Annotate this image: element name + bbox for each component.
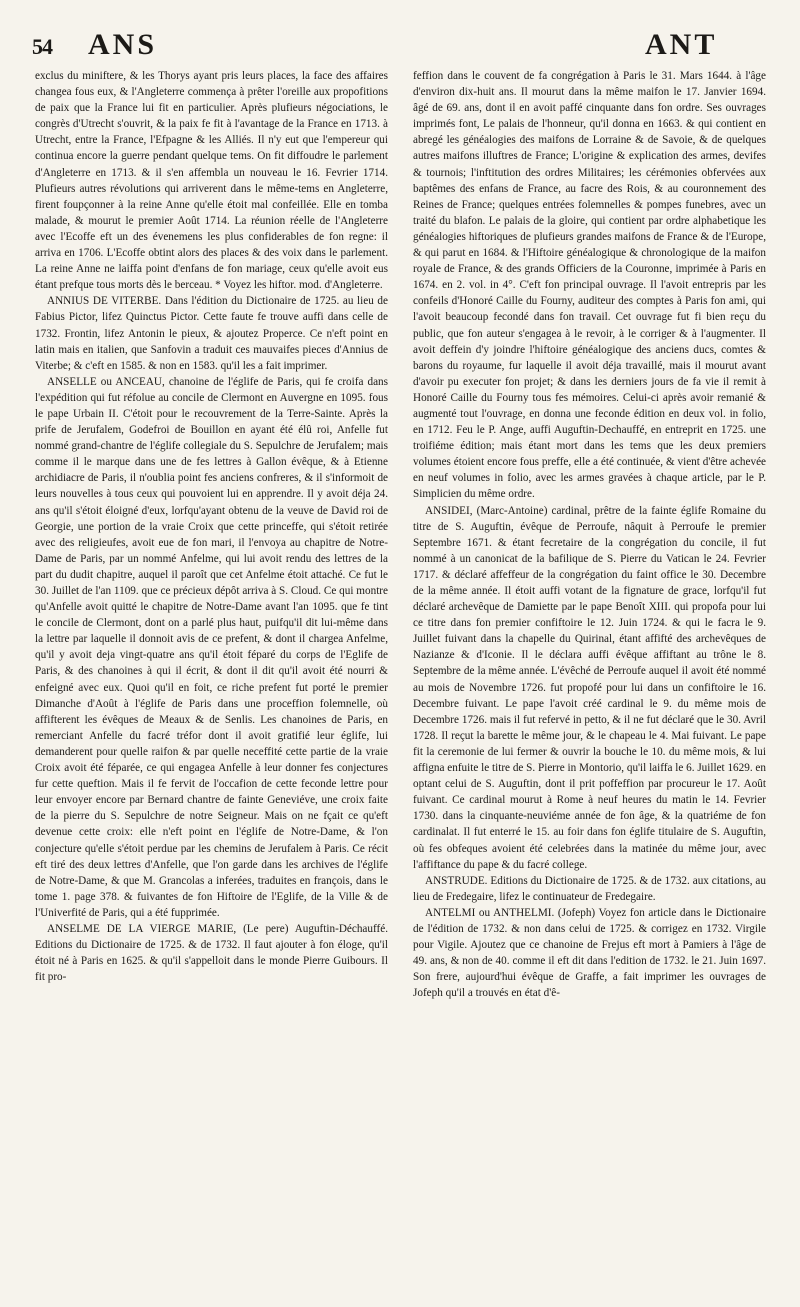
column-gutter bbox=[398, 70, 399, 1290]
entry-annius-de-viterbe: ANNIUS DE VITERBE. Dans l'édition du Dictionaire de 1725. au lieu de Fabius Pictor, lifez Quinctus Pictor. Cette faute fe trouve auffi dans celle de 1732. Frontin, lifez Antonin le pieux, & ajoutez Properce. Ce n'eft point en latin mais en italien, que Sanfovin a traduit ces mauvaifes pieces d'Annius de Viterbe; & c'eft en 1585. & non en 1583. qu'il les a fait imprimer. bbox=[35, 295, 388, 372]
left-column bbox=[35, 68, 388, 985]
entry-anne-continued: exclus du miniftere, & les Thorys ayant pris leurs places, la face des affaires changea fous eux, & l'Angleterre commença à prêter l'oreille aux propofitions de paix que la France lui fit en particulier. Après plufieurs négociations, le congrès d'Utrecht s'ouvrit, & la paix fe fit à l'avantage de la France en 1713. à Utrecht, entre la France, l'Efpagne & les Alliés. Il n'y eut que l'empereur qui continua encore la guerre pendant quelque tems. On fit diffoudre le parlement d'Angleterre en 1713. & il s'en affembla un nouveau le 16. Fevrier 1714. Plufieurs autres révolutions qui arriverent dans le même-tems en Angleterre, firent foupçonner à la reine Anne qu'elle étoit mal confeillée. Elle en tomba malade, & mourut le premier Août 1714. La réunion réelle de l'Angleterre avec l'Ecoffe eft un des évenemens les plus confiderables de fon regne: il arriva en 1706. L'Ecoffe obtint alors des places & des voix dans le parlement. La reine Anne ne laiffa point d'enfans de fon mariage, ceux qu'elle avoit eus étant prefque tous morts dès le berceau. * Voyez les hiftor. mod. d'Angleterre. bbox=[35, 70, 388, 292]
right-column bbox=[413, 68, 766, 1001]
entry-antelmi: ANTELMI ou ANTHELMI. (Jofeph) Voyez fon article dans le Dictionaire de l'édition de 1732. & non dans celui de 1725. & corrigez en 1732. Virgile pour Vigile. Ajoutez que ce chanoine de Frejus eft mort à Pamiers à l'âge de 49. ans, & non de 40. comme il eft dit dans l'edition de 1732. le 21. Juin 1697. Son frere, aujourd'hui évêque de Graffe, a fait imprimer les ouvrages de Jofeph qu'il a trouvés en état d'ê- bbox=[413, 906, 766, 1000]
running-head-left: ANS bbox=[88, 28, 158, 61]
entry-ansidei: ANSIDEI, (Marc-Antoine) cardinal, prêtre de la fainte églife Romaine du titre de S. Auguftin, évêque de Perroufe, nâquit à Perroufe le premier Septembre 1671. & étant fecretaire de la congrégation du concile, il fut nommé à un canonicat de la bafilique de S. Pierre du Vatican le 24. Fevrier 1717. & déclaré affeffeur de la congrégation du faint office le 30. Decembre de la même année. Il étoit auffi votant de la fignature de grace, lorfqu'il fut déclaré archevêque de Damiette par le pape Benoît XIII. qui propofa pour lui ce titre dans fon premier confiftoire le 12. Juin 1724. & qui le facra le 9. Juillet fuivant dans la chapelle du Quirinal, étant affifté des archevêques de Nazianze & d'Iconie. Il le déclara auffi évêque affiftant au trône le 8. Septembre de la même année. L'évêché de Perroufe auquel il avoit été nommé au mois de Novembre 1726. fut propofé pour lui dans un confiftoire le 16. Decembre fuivant. Le pape l'avoit créé cardinal le 9. du même mois de Decembre 1726. mais il fut refervé in petto, & il ne fut déclaré que le 30. Avril 1728. Il reçut la barette le même jour, & le chapeau le 4. Mai fuivant. Le pape fit la ceremonie de lui fermer & ouvrir la bouche le 10. du même mois, & lui affigna enfuite le titre de S. Pierre in Montorio, qu'il laiffa le 6. Juillet 1629. en optant celui de S. Auguftin, dont il prit poffeffion par procureur le 17. Août fuivant. Ce cardinal mourut à Rome à neuf heures du matin le 14. Fevrier 1730. dans la cinquante-neuviéme année de fon âge, & la quatriéme de fon cardinalat. Il fut enterré le 15. au foir dans fon églife titulaire de S. Auguftin, où fes obfeques avoient été celebrées dans la matinée du même jour, avec l'affiftance du pape & du facré college. bbox=[413, 504, 766, 871]
page-header bbox=[30, 28, 770, 64]
entry-anselle: ANSELLE ou ANCEAU, chanoine de l'églife de Paris, qui fe croifa dans l'expédition qui fut réfolue au concile de Clermont en Auvergne en 1095. fous le pape Urbain II. C'étoit pour le recouvrement de la Terre-Sainte. Après la prife de Jerufalem, Godefroi de Bouillon en ayant été élû roi, Anfelle fut nommé grand-chantre de l'églife collegiale du S. Sepulchre de Jerufalem; mais comme il le marque dans une de fes lettres à Gallon évêque, & à Etienne archidiacre de Paris, il n'oublia point fes anciens confreres, & il s'informoit de leurs nouvelles à tous ceux qui pouvoient lui en apprendre. Il y avoit déja 24. ans qu'il s'étoit éloigné d'eux, lorfqu'ayant obtenu de la veuve de David roi de Georgie, une portion de la vraie Croix que cette princeffe, qui s'étoit retirée avec des religieufes, avoit eue de fon mari, il l'envoya au chapitre de Notre-Dame de Paris, par un nommé Anfelme, qui lui avoit rendu des lettres de la part du dudit chapitre, auquel il paroît que cet Anfelme étoit attaché. Ce fut le 30. Juillet de l'an 1109. que ce précieux dépôt arriva à S. Cloud. Ce qui montre qu'Anfelle avoit quitté le chapitre de Notre-Dame avant l'an 1095. que fe tint le concile de Clermont, dont on a parlé plus haut, puifqu'il dit lui-même dans la lettre par laquelle il donnoit avis de ce prefent, & dont il chargea Anfelme, qu'il y avoit deja vingt-quatre ans qu'il étoit féparé du corps de l'Eglife de Paris, & des chanoines à qui il écrit, & dont il dit qu'il avoit été nourri & enfeigné avec eux. Quoi qu'il en foit, ce riche prefent fut porté le premier Dimanche d'Août à l'églife de Paris dans une proceffion folemnelle, où affifterent les évêques de Meaux & de Senlis. Les chanoines de Paris, en remerciant Anfelle du facré tréfor dont il avoit gratifié leur églife, lui demanderent pour quelle raifon & par quelle neceffité cette partie de la vraie Croix avoit été féparée, ce qui engagea Anfelle à leur donner fes conjectures fur cette queftion. Mais il fe fervit de l'occafion de cette feconde lettre pour leur envoyer encore par Bernard chantre de fainte Geneviéve, une croix faite de la pierre du S. Sepulchre de notre Seigneur. Mais on ne fçait ce qu'eft devenue cette croix: elle n'eft point en l'églife de Notre-Dame, & l'on conjecture qu'elle s'étoit perdue par les chemins de Jerufalem à Paris. Ce récit eft tiré des deux lettres d'Anfelle, que l'on garde dans les archives de l'églife de Notre-Dame, & que M. Grancolas a inferées, traduites en françois, dans le tome 1. page 378. & fuivantes de fon Hiftoire de l'Eglife, de la Ville & de l'Univerfité de Paris, qui a été fupprimée. bbox=[35, 375, 388, 919]
entry-anstrude: ANSTRUDE. Editions du Dictionaire de 1725. & de 1732. aux citations, au lieu de Fredegaire, lifez le continuateur de Fredegaire. bbox=[413, 874, 766, 903]
entry-anselme-continued: feffion dans le couvent de fa congrégation à Paris le 31. Mars 1644. à l'âge d'environ dix-huit ans. Il mourut dans la même maifon le 17. Janvier 1694. âgé de 69. ans, dont il en avoit paffé cinquante dans fon ordre. Ses ouvrages imprimés font, Le palais de l'honneur, qu'il donna en 1663. & qui contient en abregé les généalogies des maifons de Lorraine & de Savoie, & de quelques autres maifons illuftres de France; L'origine & explication des armes, devifes & tournois; l'inftitution des ordres Militaires; les cérémonies obfervées aux baptêmes des enfans de France, au facre des Rois, & au couronnement des Reines de France; quelques entrées folemnelles & pompes funebres, avec un traité du blafon. Le palais de la gloire, qui contient par ordre alphabetique les généalogies hiftoriques de plufieurs grandes maifons de France & de l'Europe, & qui parut en 1684. & l'Hiftoire généalogique & chronologique de la maifon royale de France, & des grands Officiers de la Couronne, imprimée à Paris en 1674. en 2. vol. in 4°. C'eft fon principal ouvrage. Il l'avoit entrepris par les confeils d'Honoré Caille du Fourny, auditeur des comptes à Paris fon ami, qui l'avoit beaucoup fecondé dans fon travail. Cet ouvrage fut fi bien reçu du public, que fon auteur s'engagea à le revoir, à le corriger & à l'augmenter. Il avoit deffein d'y joindre l'hiftoire généalogique des anciens ducs, comtes & barons du royaume, fur laquelle il avoit déja travaillé, mais il mourut avant d'avoir pu executer fon projet; & dans les derniers jours de fa vie il remit à Honoré Caille du Fourny tous fes mémoires. Celui-ci après avoir remanié & augmenté tout l'ouvrage, en donna une feconde édition en deux vol. in folio, en 1712. Feu le P. Ange, auffi Auguftin-Dechauffé, en entreprit en 1725. une troifiéme édition; mais étant mort dans les tems que les deux premiers volumes étoient encore fous preffe, elle a été continuée, & vient d'être achevée en neuf volumes in folio, avec les armes gravées à chaque article, par le P. Simplicien du même ordre. bbox=[413, 70, 766, 501]
entry-anselme-de-la-vierge-marie: ANSELME DE LA VIERGE MARIE, (Le pere) Auguftin-Déchauffé. Editions du Dictionaire de 1725. & de 1732. Il faut ajouter à fon éloge, qu'il étoit né à Paris en 1625. & qu'il s'appelloit dans le monde Pierre Guibours. Il fit pro- bbox=[35, 922, 388, 984]
running-head-right: ANT bbox=[645, 28, 718, 61]
page-number: 54 bbox=[32, 34, 52, 59]
